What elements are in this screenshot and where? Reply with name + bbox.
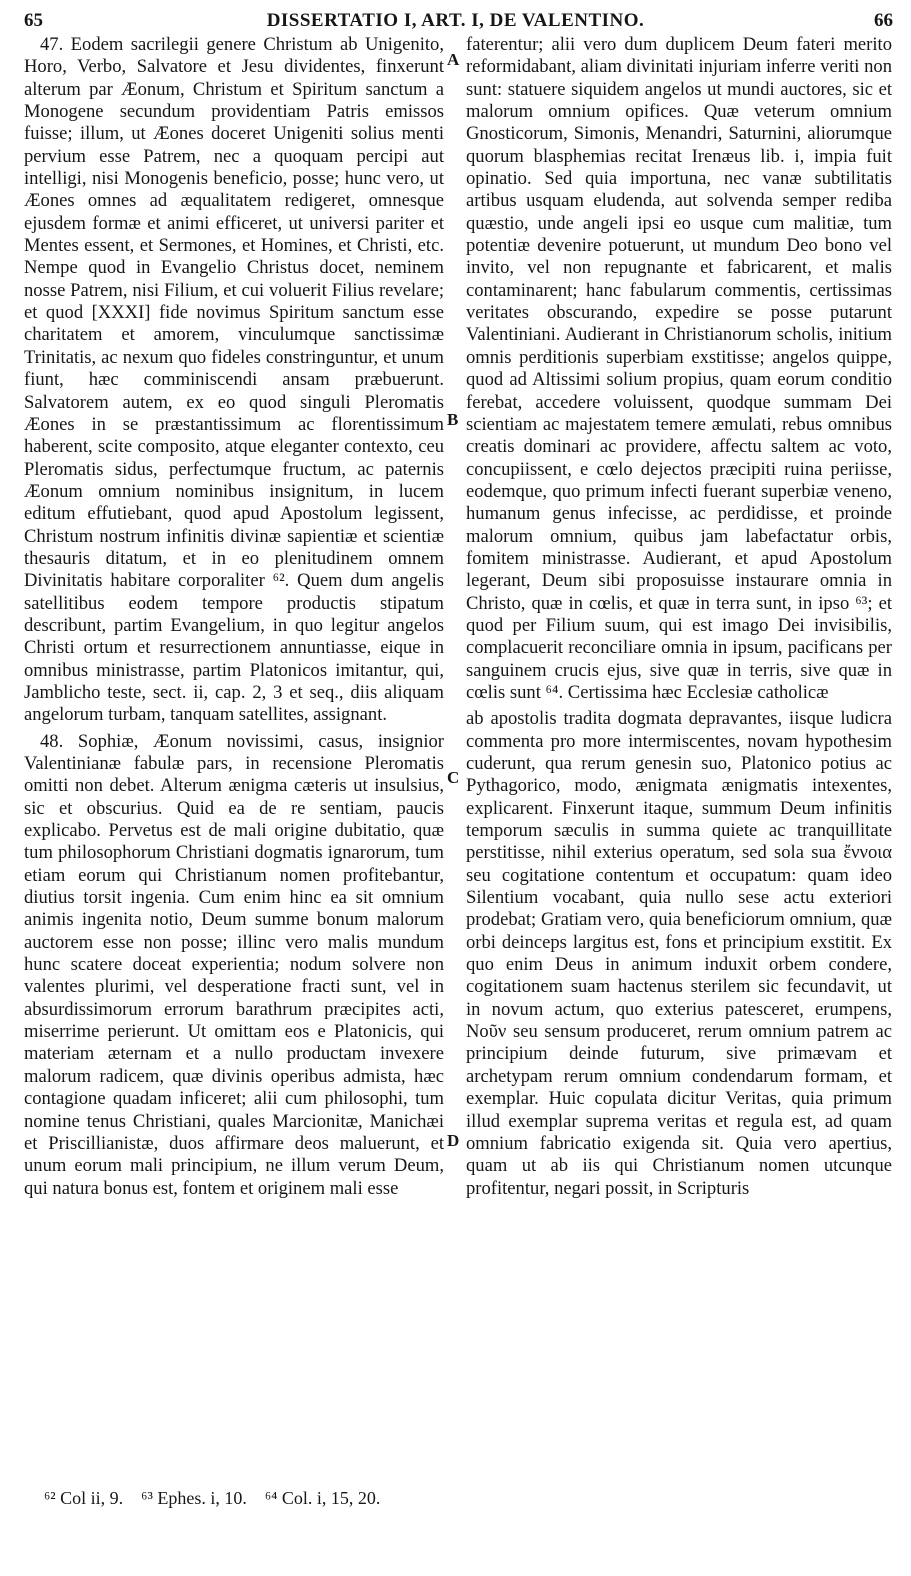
paragraph-48: 48. Sophiæ, Æonum novissimi, casus, insignior Valentinianæ fabulæ pars, in recensione Pleromatis omitti non debet. Alterum ænigma cæteris ut insulsius, sic et obscurius. Quid ea de re sentiam, paucis explicabo. Pervetus est de mali origine dubitatio, quæ tum philosophorum Christiani dogmatis ignarorum, tum etiam eorum qui Christianum nomen profitebantur, diutius torsit ingenia. Cum enim hinc ea sit omnium animis ingenita notio, Deum summe bonum malorum auctorem esse non posse; illinc vero malis mundum hunc scatere doceat experientia; nodum solvere non valentes plurimi, vel desperatione fracti sunt, vel in absurdissimorum errorum barathrum præcipites acti, miserrime perierunt. Ut omittam eos e Platonicis, qui materiam æternam et a nullo productam invexere malorum radicem, quæ divinis operibus admista, hæc contagione quadam inficeret; alii cum philosophi, tum nomine tenus Christiani, quales Marcionitæ, Manichæi et Priscillianistæ, duos affirmare deos maluerunt, et unum eorum mali principium, ne illum verum Deum, qui natura bonus est, fontem et originem mali esse	[24, 730, 444, 1199]
page-number-right: 66	[874, 10, 893, 31]
right-column	[466, 34, 892, 1200]
left-column	[24, 34, 444, 1200]
footnotes: ⁶² Col ii, 9. ⁶³ Ephes. i, 10. ⁶⁴ Col. i, 15, 20.	[44, 1488, 381, 1508]
margin-marker-c: C	[447, 768, 460, 787]
page-number-left: 65	[24, 10, 43, 31]
right-paragraph-1: faterentur; alii vero dum duplicem Deum fateri merito reformidabant, aliam divinitati injuriam inferre veriti non sunt: statuere siquidem angelos ut mundi auctores, sic et malorum omnium opifices. Quæ veterum omnium Gnosticorum, Simonis, Menandri, Saturnini, aliorumque quorum blasphemias recitat Irenæus lib. i, impia fuit opinatio. Sed quia importuna, nec vanæ subtilitatis artibus usquam eludenda, aut solvenda semper rediba quæstio, unde angeli ipsi eo usque cum malitiæ, tum potentiæ devenire potuerunt, ut mundum Deo bono vel invito, vel non repugnante et fabricarent, et malis contaminarent; hanc fabularum commentis, certissimas veritates obscurando, expedire se posse putarunt Valentiniani. Audierant in Christianorum scholis, initium omnis perditionis superbiam exstitisse; angelos quippe, quod ad Altissimi solium propius, quam eorum conditio ferebat, accedere voluissent, quodque summam Dei scientiam ac majestatem temere æmulati, rebus omnibus creatis dominari ac providere, affectu saltem ac voto, concupiissent, e cœlo dejectos præcipiti ruina periisse, eodemque, quo primum infecti fuerant superbiæ veneno, humanum genus infecisse, ac perdidisse, et proinde malorum omnium, quibus jam labefactatur orbis, fomitem ministrasse. Audierant, et apud Apostolum legerant, Deum sibi proposuisse instaurare omnia in Christo, quæ in cœlis, et quæ in terra sunt, in ipso ⁶³; et quod per Filium suum, qui est imago Dei invisibilis, complacuerit reconciliare omnia in ipsum, pacificans per sanguinem crucis ejus, sive quæ in terris, sive quæ in cœlis sunt ⁶⁴. Certissima hæc Ecclesiæ catholicæ	[466, 34, 892, 703]
running-title: DISSERTATIO I, ART. I, DE VALENTINO.	[266, 10, 645, 31]
margin-marker-b: B	[447, 410, 459, 429]
margin-marker-d: D	[447, 1131, 460, 1150]
margin-marker-a: A	[447, 50, 460, 69]
paragraph-47: 47. Eodem sacrilegii genere Christum ab Unigenito, Horo, Verbo, Salvatore et Jesu dividentes, finxerunt alterum par Æonum, Christum et Spiritum sanctum a Monogene secundum providentiam Patris emissos fuisse; illum, ut Æones doceret Unigeniti solius menti pervium esse Patrem, nec a quoquam percipi aut intelligi, nisi Monogenis beneficio, posse; hunc vero, ut Æones omnes ad æqualitatem redigeret, omnesque ejusdem formæ et animi efficeret, ut universi pariter et Mentes essent, et Sermones, et Homines, et Christi, etc. Nempe quod in Evangelio Christus docet, neminem nosse Patrem, nisi Filium, et cui voluerit Filius revelare; et quod [XXXI] fide novimus Spiritum sanctum esse charitatem et amorem, vinculumque sanctissimæ Trinitatis, ac nexum quo fideles constringuntur, et unum fiunt, hæc comminiscendi ansam præbuerunt. Salvatorem autem, ex eo quod singuli Pleromatis Æones in se præstantissimum ac florentissimum haberent, scite composito, atque eleganter contexto, ceu Pleromatis sidus, perfectumque fructum, ac paternis Æonum omnium nominibus insignitum, in lucem editum effutiebant, quod apud Apostolum legissent, Christum nostrum infinitis divinæ sapientiæ et scientiæ thesauris ditatum, et in eo plenitudinem omnem Divinitatis habitare corporaliter ⁶². Quem dum angelis satellitibus eodem tempore productis stipatum describunt, partim Evangelium, in quo legitur angelos Christi ortum et resurrectionem annuntiasse, eique in omnibus ministrasse, partim Platonicos imitantur, qui, Jamblicho teste, sect. ii, cap. 2, 3 et seq., diis aliquam angelorum turbam, tanquam satellites, assignant.	[24, 34, 444, 726]
right-paragraph-2: ab apostolis tradita dogmata depravantes, iisque ludicra commenta pro more intermiscentes, novam hypothesim cuderunt, qua rerum genesin suo, Platonico potius ac Pythagorico, modo, ænigmata ænigmatis intexentes, explicarent. Finxerunt itaque, summum Deum infinitis temporum sæculis in summa quiete ac tranquillitate perstitisse, nihil exterius operatum, sed sola sua ἔννοια seu cogitatione contentum et occupatum: quam ideo Silentium vocabant, quia nullo sese actu exteriori prodebat; Gratiam vero, quia beneficiorum omnium, quæ orbi deinceps largitus est, fons et principium exstitit. Ex quo enim Deus in animum induxit orbem condere, cogitationem suam hactenus sterilem sic fecundavit, ut in novum actum, quo exterius patesceret, erumpens, Νοῦν seu sensum produceret, rerum omnium patrem ac principium deinde futurum, sive primævam et archetypam rerum omnium condendarum formam, et exemplar. Huic copulata dicitur Veritas, quia primum illud exemplar suprema veritas et regula est, ad quam omnium fabricatio exigenda sit. Quia vero apertius, quam ut ab iis qui Christianum nomen utcunque profitentur, negari possit, in Scripturis	[466, 708, 892, 1199]
